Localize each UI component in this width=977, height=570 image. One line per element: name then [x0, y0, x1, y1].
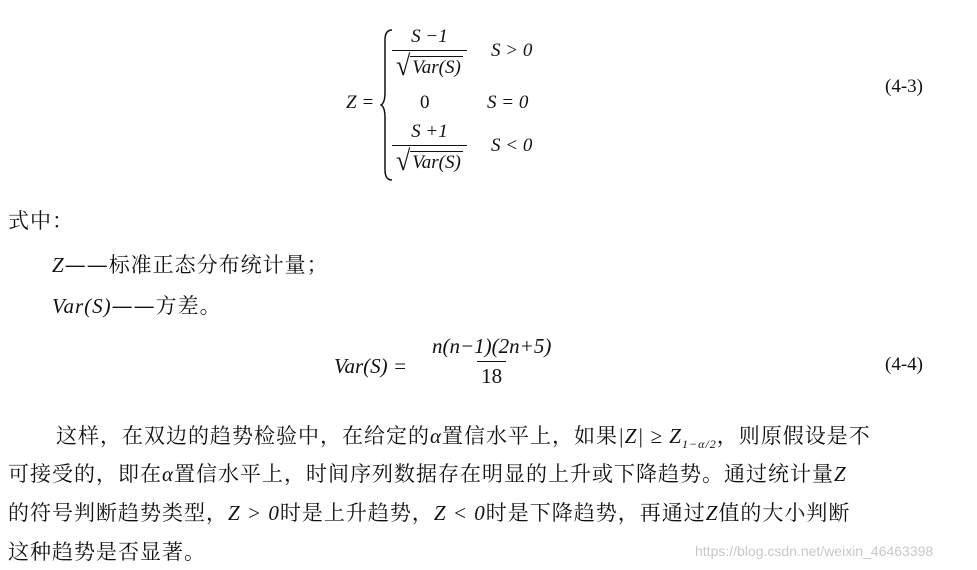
eq43-case2-value: 0 — [420, 92, 430, 113]
definition-z-symbol: Z — [52, 253, 65, 277]
eq43-case1-numerator: S −1 — [411, 26, 448, 47]
abs-z-expression: |Z| ≥ Z — [618, 424, 682, 448]
paragraph-line-2: 可接受的，即在α置信水平上，时间序列数据存在明显的上升或下降趋势。通过统计量Z — [8, 462, 847, 486]
z-subscript: 1−α/2 — [681, 437, 717, 452]
paragraph-line-1: 这样，在双边的趋势检验中，在给定的α置信水平上，如果$|Z| \ge Z_{1-\alpha/2}$，则原假设是不 — [56, 424, 871, 452]
eq44-fraction — [428, 334, 555, 389]
definitions-intro: 式中： — [8, 209, 74, 233]
eq43-number: (4-3) — [885, 76, 923, 97]
eq43-case1-condition: S > 0 — [491, 40, 533, 61]
definition-var — [52, 290, 222, 320]
eq43-case1-denominator: √ Var(S) — [392, 50, 467, 80]
definition-var-symbol: Var(S) — [52, 294, 112, 318]
eq44-lhs: Var(S) = — [334, 354, 408, 378]
eq43-case3-condition: S < 0 — [491, 135, 533, 156]
watermark-url: https://blog.csdn.net/weixin_46463398 — [695, 543, 934, 559]
eq43-case3-denominator: √ Var(S) — [392, 145, 467, 175]
alpha-symbol: α — [162, 462, 175, 486]
eq43-lhs: Z = — [346, 92, 375, 113]
definition-var-text: ——方差。 — [111, 294, 222, 318]
sqrt-icon: √ — [396, 49, 411, 82]
z-symbol: Z — [705, 501, 719, 525]
eq44-denominator: 18 — [477, 361, 506, 389]
definition-z — [52, 249, 329, 279]
definition-z-text: ——标准正态分布统计量； — [64, 253, 329, 277]
eq44-numerator: n(n−1)(2n+5) — [432, 334, 552, 358]
eq43-case3-numerator: S +1 — [411, 121, 448, 142]
eq43-case3-fraction — [392, 121, 467, 175]
z-negative-condition: Z < 0 — [433, 501, 486, 525]
sqrt-icon: √ — [396, 144, 411, 177]
eq43-case1-fraction — [392, 26, 467, 80]
paragraph-line-4: 这种趋势是否显著。 — [8, 540, 206, 564]
paragraph-line-3: 的符号判断趋势类型，Z > 0时是上升趋势，Z < 0时是下降趋势，再通过Z值的大小判断 — [8, 501, 851, 525]
eq44-number: (4-4) — [885, 354, 923, 375]
alpha-symbol: α — [430, 424, 443, 448]
eq43-case2-condition: S = 0 — [487, 92, 529, 113]
z-symbol: Z — [834, 462, 847, 486]
z-positive-condition: Z > 0 — [228, 501, 280, 525]
